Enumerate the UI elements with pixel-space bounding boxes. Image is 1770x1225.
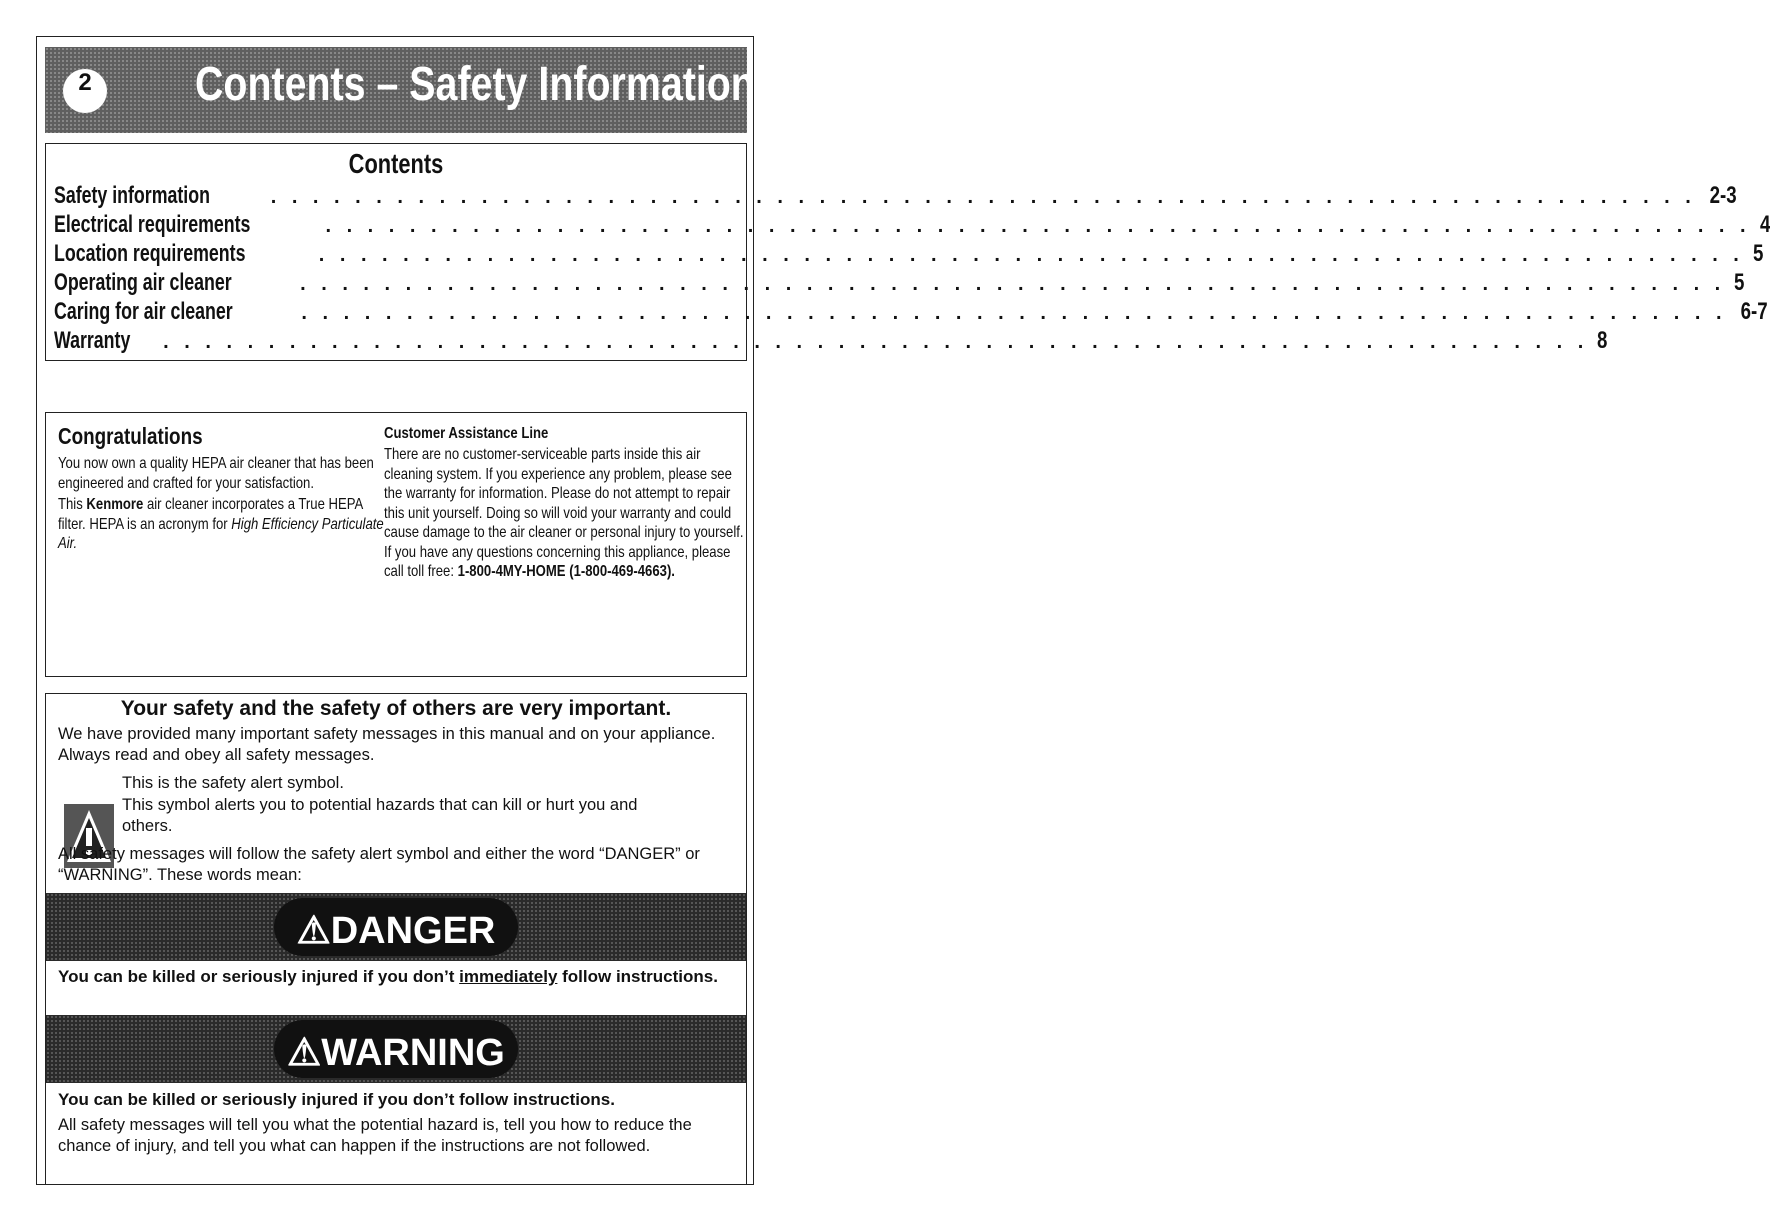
- page-number-badge: 2: [63, 69, 107, 113]
- toc-title: Caring for air cleaner: [54, 298, 233, 325]
- text-run: This: [58, 496, 87, 513]
- toc-leader: . . . . . . . . . . . . . . . . . . . . . . . . . . . . . . . . . . . . . . . . . . . . . . . . . . . . . . . . . . . . . . . . . . . .: [318, 244, 1744, 266]
- warning-word: ⚠WARNING: [287, 1032, 505, 1074]
- toc-item-location[interactable]: [54, 240, 1764, 267]
- customer-assistance-column: [384, 423, 744, 582]
- toc-page: 2-3: [1709, 182, 1737, 209]
- danger-text: DANGER: [330, 910, 496, 952]
- danger-label: [274, 898, 518, 956]
- header-band: [45, 47, 755, 133]
- toc-item-warranty[interactable]: [54, 327, 1608, 354]
- warning-message: You can be killed or seriously injured if you don’t follow instructions.: [58, 1090, 615, 1109]
- toc-leader: . . . . . . . . . . . . . . . . . . . . . . . . . . . . . . . . . . . . . . . . . . . . . . . . . . . . . . . . . . . . . . . . . . . .: [300, 273, 1726, 295]
- congratulations-heading: Congratulations: [58, 423, 203, 449]
- text-run: You can be killed or seriously injured if you don’t: [58, 967, 460, 986]
- page-title: Contents – Safety Information: [195, 58, 755, 111]
- toc-page: 4: [1759, 211, 1770, 238]
- toc-leader: . . . . . . . . . . . . . . . . . . . . . . . . . . . . . . . . . . . . . . . . . . . . . . . . . . . . . . . . . . . . . . . . . . . .: [163, 331, 1589, 353]
- alert-symbol-description: This symbol alerts you to potential hazards that can kill or hurt you and others.: [122, 796, 638, 835]
- toc-page: 5: [1734, 269, 1745, 296]
- toc-title: Safety information: [54, 182, 210, 209]
- toc-item-safety[interactable]: [54, 182, 1737, 209]
- toc-leader: . . . . . . . . . . . . . . . . . . . . . . . . . . . . . . . . . . . . . . . . . . . . . . . . . . . . . . . . . . . . . . . . . . . .: [270, 186, 1696, 208]
- toc-page: 8: [1597, 327, 1608, 354]
- danger-message: [58, 966, 738, 987]
- toc-leader: . . . . . . . . . . . . . . . . . . . . . . . . . . . . . . . . . . . . . . . . . . . . . . . . . . . . . . . . . . . . . . . . . . . .: [325, 215, 1751, 237]
- safety-closing: All safety messages will tell you what the potential hazard is, tell you how to reduce the chance of injury, and tell you what can happen if the instructions are not followed.: [58, 1116, 692, 1155]
- warning-text: WARNING: [321, 1032, 505, 1074]
- toc-leader: . . . . . . . . . . . . . . . . . . . . . . . . . . . . . . . . . . . . . . . . . . . . . . . . . . . . . . . . . . . . . . . . . . . .: [301, 302, 1727, 324]
- danger-band: [46, 893, 746, 961]
- toc-item-electrical[interactable]: [54, 211, 1770, 238]
- text-run: air cleaner incorporates a True HEPA filter. HEPA is an acronym for: [58, 496, 363, 533]
- toc-item-caring[interactable]: [54, 298, 1768, 325]
- toc-item-operating[interactable]: [54, 269, 1745, 296]
- toc-title: Warranty: [54, 327, 131, 354]
- signal-word-intro: All safety messages will follow the safety alert symbol and either the word “DANGER” or “WARNING”. These words mean:: [58, 845, 700, 884]
- toc-title: Operating air cleaner: [54, 269, 232, 296]
- safety-box: [45, 693, 747, 1185]
- congratulations-box: [45, 412, 747, 677]
- danger-word: ⚠DANGER: [296, 910, 496, 952]
- safety-heading: Your safety and the safety of others are very important.: [120, 697, 672, 720]
- toc-page: 6-7: [1740, 298, 1768, 325]
- toc-title: Electrical requirements: [54, 211, 251, 238]
- safety-intro: We have provided many important safety messages in this manual and on your appliance. Always read and obey all safety messages.: [58, 725, 716, 764]
- warning-band: [46, 1015, 746, 1083]
- danger-emphasis: immediately: [459, 967, 558, 986]
- congratulations-paragraph-2: [58, 495, 388, 554]
- toc-title: Location requirements: [54, 240, 246, 267]
- brand-name: Kenmore: [86, 496, 144, 513]
- toc-page: 5: [1752, 240, 1764, 267]
- congratulations-column: [58, 423, 388, 554]
- congratulations-paragraph-1: You now own a quality HEPA air cleaner that has been engineered and crafted for your satisfaction.: [58, 455, 374, 492]
- text-run: follow instructions.: [557, 967, 718, 986]
- alert-symbol-line: This is the safety alert symbol.: [122, 774, 344, 792]
- hepa-definition: High Efficiency Particulate Air.: [58, 515, 384, 552]
- warning-label: [274, 1020, 518, 1078]
- phone-number[interactable]: 1-800-4MY-HOME (1-800-469-4663).: [457, 563, 675, 580]
- contents-heading: Contents: [348, 148, 444, 179]
- customer-assistance-heading: Customer Assistance Line: [384, 425, 549, 442]
- text-run: There are no customer-serviceable parts inside this air cleaning system. If you experience any problem, please see the warranty for information. Please do not attempt to repair this unit yourself. Doing so will void your warranty and could cause damage to the air cleaner or personal injury to yourself. If you have any questions concerning this appliance, please call toll free:: [384, 446, 744, 580]
- customer-assistance-text: [384, 445, 744, 582]
- contents-box: [45, 143, 1770, 361]
